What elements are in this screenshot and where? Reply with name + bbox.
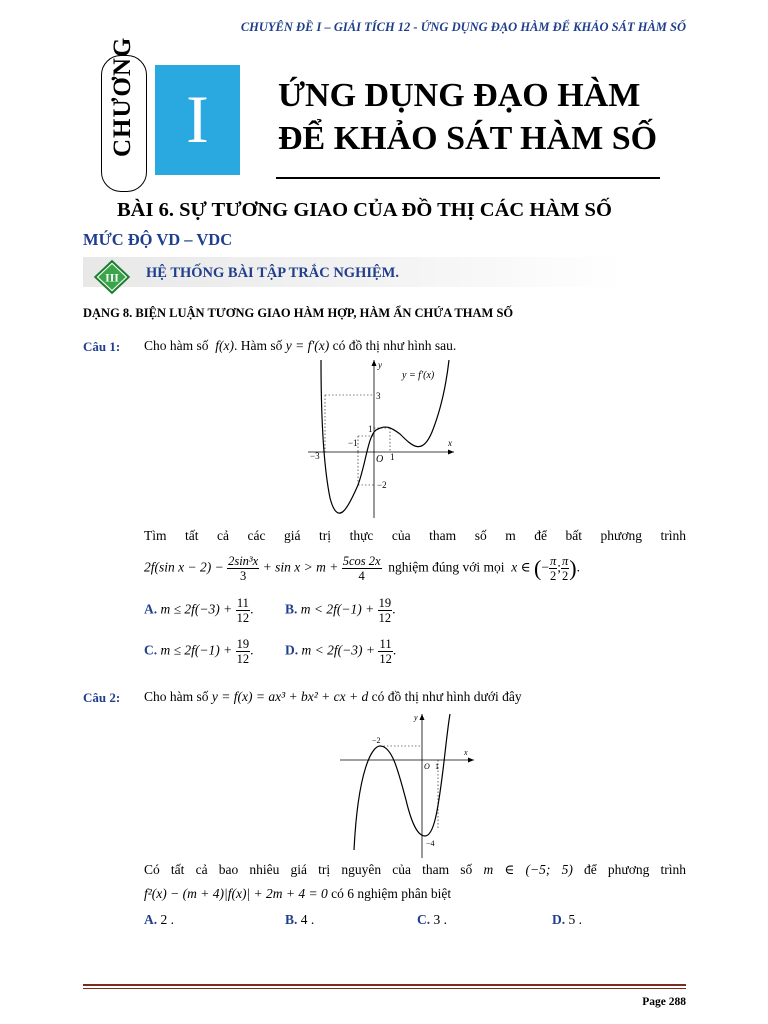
q2-graph-origin: O [424,762,430,771]
q2-function: y = f(x) = ax³ + bx² + cx + d [211,689,369,704]
q1-y-arrow-icon [372,360,377,366]
q2-label: Câu 2: [83,690,121,705]
q1-intro-c: có đồ thị như hình sau. [332,338,457,353]
q2-x-arrow-icon [468,758,474,763]
section-badge [92,257,132,297]
q1-deriv: y = f′(x) [285,338,330,353]
q1-curve [321,360,449,513]
q2-intro: Cho hàm số y = f(x) = ax³ + bx² + cx + d có đồ thị như hình dưới đây [144,689,522,704]
section-title: HỆ THỐNG BÀI TẬP TRẮC NGHIỆM. [146,265,399,281]
q1-tick-3: 3 [376,391,381,401]
chapter-title-underline [276,177,660,179]
q1-tick-neg2: −2 [377,480,387,490]
chapter-title-line2: ĐỂ KHẢO SÁT HÀM SỐ [278,120,658,157]
q2-equation: f²(x) − (m + 4)|f(x)| + 2m + 4 = 0 [144,886,328,901]
q1-graph-y-label: y [378,360,382,370]
q1-intro-b: . Hàm số [234,338,283,353]
q1-graph [308,358,458,518]
chapter-numeral: I [155,65,240,175]
level-title: MỨC ĐỘ VD – VDC [83,230,233,249]
q1-graph-x-label: x [448,438,452,448]
q1-x-arrow-icon [448,450,454,455]
footer-rule-thin [83,988,686,989]
q1-stem: Tìm tất cả các giá trị thực của tham số m để bất phương trình [144,528,686,543]
q1-option-a[interactable]: A. m ≤ 2f(−3) + $\frac{11}{12}$ . [144,596,254,625]
q2-param: m ∈ (−5; 5) [483,862,573,877]
q2-curve [354,714,450,850]
q1-fx: f(x) [211,338,234,353]
q2-graph-x-label: x [464,748,468,757]
q2-option-b[interactable]: B. 4 . [285,912,315,927]
q1-tick-1x: 1 [390,452,395,462]
q2-guides [380,746,438,828]
q2-option-c[interactable]: C. 3 . [417,912,447,927]
q1-inequality: 2f(sin x − 2) − $\frac{\text{2sin³x}}{3}$ + sin x > m + $\frac{5\cos 2x}{4}$ nghiệm đúng với mọi x ∈ (− $\frac{\pi}{2}$ ; $\frac{\pi}{2}$ ). [144,554,580,583]
q1-tail: nghiệm đúng với mọi [388,559,505,575]
q2-graph [340,710,480,860]
q1-option-b[interactable]: B. m < 2f(−1) + $\frac{19}{12}$ . [285,596,396,625]
footer-rule [83,984,686,986]
q2-tick-neg4: −4 [426,839,435,848]
q1-label: Câu 1: [83,339,121,354]
q2-graph-y-label: y [414,713,418,722]
chapter-word: CHƯƠNG [109,36,136,157]
q1-graph-origin: O [376,454,384,465]
q1-tick-neg1: −1 [348,438,358,448]
q2-equation-line: f²(x) − (m + 4)|f(x)| + 2m + 4 = 0 có 6 nghiệm phân biệt [144,886,452,901]
q2-tick-1: 1 [435,762,439,771]
q2-stem: Có tất cả bao nhiêu giá trị nguyên của tham số m ∈ (−5; 5) để phương trình [144,862,687,877]
q2-option-d[interactable]: D. 5 . [552,912,582,927]
q1-option-c[interactable]: C. m ≤ 2f(−1) + $\frac{19}{12}$ . [144,637,254,666]
section-badge-label: III [105,270,119,285]
topic-title: DẠNG 8. BIỆN LUẬN TƯƠNG GIAO HÀM HỢP, HÀM ẨN CHỨA THAM SỐ [83,306,514,320]
chapter-title [278,74,668,160]
q1-tick-neg3: −3 [310,451,320,461]
chapter-title-line1: ỨNG DỤNG ĐẠO HÀM [278,77,641,114]
page-number: Page 288 [642,996,686,1008]
q1-intro-a: Cho hàm số [144,338,209,353]
lesson-title: BÀI 6. SỰ TƯƠNG GIAO CỦA ĐỒ THỊ CÁC HÀM SỐ [117,199,612,221]
q2-tick-neg2: −2 [372,736,381,745]
q1-graph-curve-label: y = f′(x) [402,370,435,381]
q2-y-arrow-icon [420,714,425,720]
q2-option-a[interactable]: A. 2 . [144,912,174,927]
running-header: CHUYÊN ĐỀ I – GIẢI TÍCH 12 - ỨNG DỤNG ĐẠO HÀM ĐỂ KHẢO SÁT HÀM SỐ [240,20,686,34]
q1-tick-1y: 1 [368,424,373,434]
q1-intro [144,338,456,354]
q1-option-d[interactable]: D. m < 2f(−3) + $\frac{11}{12}$ . [285,637,397,666]
